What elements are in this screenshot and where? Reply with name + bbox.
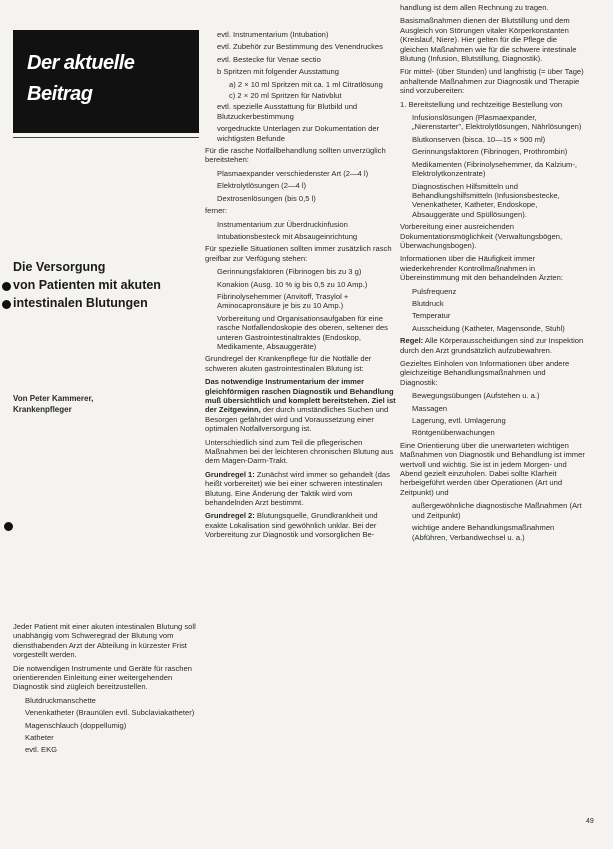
paragraph: ferner: [205,206,227,216]
section-banner [13,30,199,133]
bold-statement: Das notwendige Instrumentarium der immer gleichförmigen raschen Diagnostik und Behandlung muß übersichtlich und komplett bereitstehen. Ziel ist der Zeitgewinn, [205,377,396,415]
paragraph: Eine Orientierung über die unerwarteten wichtigen Maßnahmen von Diagnostik und Behandlung ist immer wertvoll und wichtig. Sie ist in jedem Morgen- und Abend gezielt einzuholen. Dabei sollte Klarheit herbeigeführt werden über Operationen (Art und Zeitpunkt) und [400,440,585,497]
paragraph [205,377,396,433]
list-item: Katheter [25,733,54,743]
banner-rule [13,137,199,138]
list-item: evtl. spezielle Ausstattung für Blutbild und Blutzuckerbestimmung [217,102,358,121]
list-item: wichtige andere Behandlungsmaßnahmen (Abführen, Verbandwechsel u. a.) [412,523,555,542]
sub-list-item: c) 2 × 20 ml Spritzen für Nativblut [229,91,342,101]
list-item: Blutkonserven (bisca. 10—15 × 500 ml) [412,134,546,144]
page-number: 49 [586,818,594,825]
list-item: Röntgenüberwachungen [412,428,495,438]
paragraph: handlung ist dem allen Rechnung zu tragen. [400,3,549,12]
list-item: evtl. Instrumentarium (Intubation) [217,30,329,39]
list-item: Bewegungsübungen (Aufstehen u. a.) [412,391,540,401]
intro-paragraph: Jeder Patient mit einer akuten intestinalen Blutung soll unabhängig vom Schweregrad der Blutung vom diensthabenden Arzt der Abteilung in kürzester Frist vorgestellt werden. [13,622,196,660]
list-item: Gerinnungsfaktoren (Fibrinogen, Prothrombin) [412,147,568,157]
paragraph: Informationen über die Häufigkeit immer wiederkehrender Kontrollmaßnahmen in Übereinstimmung mit den behandelnden Ärzten: [400,254,563,283]
paragraph: Die notwendigen Instrumente und Geräte für raschen orientierenden Einleitung einer weitergehenden Diagnostik sind zügleich bereitzustellen. [13,663,192,692]
list-item: evtl. EKG [25,745,58,755]
statement-rest: der durch umständliches Suchen und Besorgen gefährdet wird und Voraussetzung einer optimalen Notfallversorgung ist. [205,405,389,434]
sub-list-item: a) 2 × 10 ml Spritzen mit ca. 1 ml Citratlösung [229,79,383,89]
rule-text: Alle Körperausscheidungen sind zur Inspektion durch den Arzt grundsätzlich aufzubewahren. [400,336,584,355]
list-item: Lagerung, evtl. Umlagerung [412,416,506,426]
list-item: Blutdruckmanschette [25,695,96,705]
paragraph [205,511,396,539]
list-item: Magenschlauch (doppellumig) [25,720,127,730]
paragraph: Grundregel der Krankenpflege für die Notfälle der schweren akuten gastrointestinalen Blutung ist: [205,354,372,373]
column-3 [400,3,585,545]
title-line-1: Die Versorgung [13,260,106,274]
author-role: Krankenpfleger [13,405,72,414]
paragraph: 1. Bereitstellung und rechtzeitige Bestellung von [400,99,563,109]
list-item: Konakion (Ausg. 10 % ig bis 0,5 zu 10 Amp.) [217,279,368,289]
paragraph: Für mittel- (über Stunden) und langfristig (= über Tage) anhaltende Maßnahmen zur Diagnostik und Therapie sind vorzubereiten: [400,67,584,96]
paragraph [205,470,396,508]
list-item: vorgedruckte Unterlagen zur Dokumentation der wichtigsten Befunde [217,124,380,143]
list-item: Plasmaexpander verschiedenster Art (2—4 l) [217,168,369,178]
rule-text: Blutungsquelle, Grundkrankheit und exakte Lokalisation sind gewöhnlich unklar. Bei der Vorbereitung zur Diagnostik und vorsorglichen Be- [205,511,378,540]
author-name: Von Peter Kammerer, [13,394,94,403]
rule-label: Regel: [400,336,424,346]
list-item: Pulsfrequenz [412,286,457,296]
rule-label: Grundregel 2: [205,511,255,521]
list-item: Blutdruck [412,298,444,308]
paragraph [400,336,585,355]
punch-hole [2,282,11,291]
list-item: evtl. Zubehör zur Bestimmung des Venendruckes [217,42,383,52]
paragraph: Vorbereitung einer ausreichenden Dokumentationsmöglichkeit (Verwaltungsbögen, Überwachungsbogen). [400,222,563,250]
rule-label: Grundregel 1: [205,469,255,479]
article-title [13,258,199,312]
list-item: Diagnostischen Hilfsmitteln und Behandlungshilfsmitteln (Infusionsbestecke, Venenkatheter, Katheter, Endoskope, Absauggeräte und Spüllösungen). [412,181,560,219]
list-item: evtl. Bestecke für Venae sectio [217,54,321,64]
list-item: Elektrolytlösungen (2—4 l) [217,181,307,191]
banner-line-1: Der aktuelle [27,52,135,74]
list-item: Gerinnungsfaktoren (Fibrinogen bis zu 3 g) [217,267,362,277]
list-item: Massagen [412,403,448,413]
column-2 [205,30,396,544]
author-byline [13,393,199,415]
list-item: Intubationsbesteck mit Absaugeinrichtung [217,231,358,241]
list-item: Medikamenten (Fibrinolysehemmer, da Kalzium-, Elektrolytkonzentrate) [412,159,578,179]
title-line-2: von Patienten mit akuten [13,278,161,292]
list-item: Vorbereitung und Organisationsaufgaben für eine rasche Notfallendoskopie des oberen, seltener des unteren Gastrointestinaltraktes (Endoskop, Medikamente, Absauggeräte) [217,313,388,351]
list-item: Temperatur [412,311,451,321]
banner-line-2: Beitrag [27,83,93,105]
list-item: Infusionslösungen (Plasmaexpander, „Nierenstarter", Elektrolytlösungen, Nährlösungen) [412,113,582,132]
punch-hole [2,300,11,309]
paragraph: Gezieltes Einholen von Informationen über andere gleichzeitige Behandlungsmaßnahmen und Diagnostik: [400,359,570,387]
list-item: Instrumentarium zur Überdruckinfusion [217,219,348,229]
paragraph: Für die rasche Notfallbehandlung sollten unverzüglich bereitstehen: [205,146,386,165]
paragraph: Basismaßnahmen dienen der Blutstillung und dem Ausgleich von Störungen vitaler Körperkonstanten (Kreislauf, Niere). Hier gelten für die Pflege die gleichen Maßnahmen wie für die schwere intestinale Blutung (Infusion, Blutstillung, Diagnostik). [400,16,577,64]
title-line-3: intestinalen Blutungen [13,296,148,310]
list-item: Dextrosenlösungen (bis 0,5 l) [217,193,316,203]
list-item: b Spritzen mit folgender Ausstattung [217,67,339,77]
list-item: Ausscheidung (Katheter, Magensonde, Stuhl) [412,323,565,333]
list-item: außergewöhnliche diagnostische Maßnahmen (Art und Zeitpunkt) [412,501,582,520]
list-item: Venenkatheter (Braunülen evtl. Subclaviakatheter) [25,708,195,718]
punch-hole [4,522,13,531]
paragraph: Für spezielle Situationen sollten immer zusätzlich rasch greifbar zur Verfügung stehen: [205,244,392,263]
rule-text: Zunächst wird immer so gehandelt (das heißt vorbereitet) wie bei einer schweren intestinalen Blutung. Eine Änderung der Taktik wird vom behandelnden Arzt bestimmt. [205,469,390,508]
column-1-body [13,622,199,758]
paragraph: Unterschiedlich sind zum Teil die pflegerischen Maßnahmen bei der leichteren chronischen Blutung aus dem Magen-Darm-Trakt. [205,437,394,466]
list-item: Fibrinolysehemmer (Anvitoff, Trasylol + Aminocapronsäure je bis zu 10 Amp.) [217,291,349,311]
